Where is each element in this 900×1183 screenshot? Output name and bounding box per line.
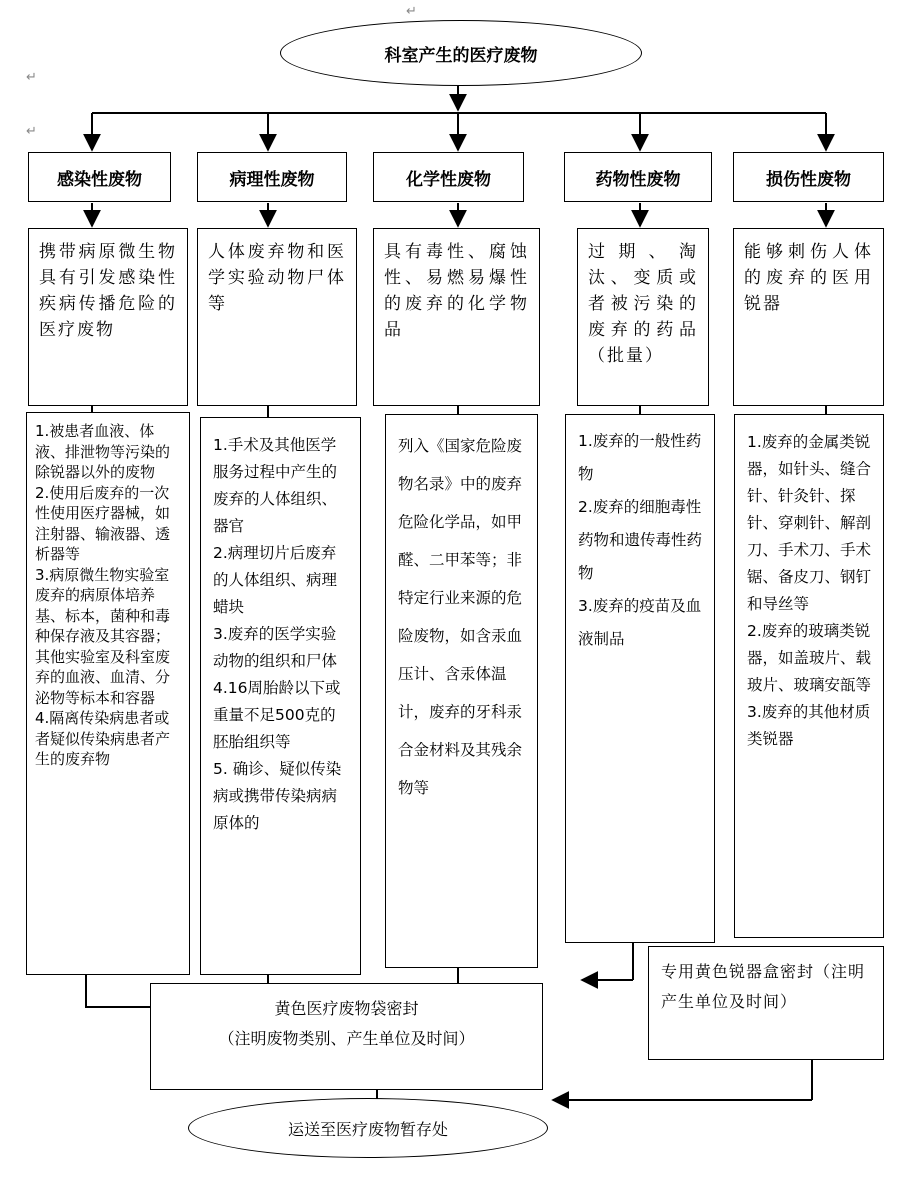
category-label: 化学性废物 xyxy=(406,169,491,190)
detail-item: 1.废弃的金属类锐器，如针头、缝合针、针灸针、探针、穿刺针、解剖刀、手术刀、手术锯、备皮刀、钢钉和导丝等 xyxy=(747,433,872,613)
yellow-bag-line1: 黄色医疗废物袋密封 xyxy=(274,999,419,1018)
detail-item: 2.废弃的细胞毒性药物和遗传毒性药物 xyxy=(578,498,703,582)
category-label: 损伤性废物 xyxy=(766,169,851,190)
destination-label: 运送至医疗废物暂存处 xyxy=(287,1119,448,1139)
detail-item: 3.病原微生物实验室废弃的病原体培养基、标本，菌种和毒种保存液及其容器；其他实验室及科室废弃的血液、血清、分泌物等标本和容器 xyxy=(35,565,171,707)
detail-item: 1.被患者血液、体液、排泄物等污染的除锐器以外的废物 xyxy=(35,422,171,481)
detail-item: 1.手术及其他医学服务过程中产生的废弃的人体组织、器官 xyxy=(213,436,338,535)
detail-item: 2.废弃的玻璃类锐器，如盖玻片、载玻片、玻璃安瓿等 xyxy=(747,622,872,694)
detail-item: 1.废弃的一般性药物 xyxy=(578,432,702,483)
details-sharps xyxy=(734,414,884,938)
definition-text: 携带病原微生物具有引发感染性疾病传播危险的医疗废物 xyxy=(39,242,177,340)
yellow-bag-line2: （注明废物类别、产生单位及时间） xyxy=(218,1029,475,1048)
details-infectious xyxy=(26,412,190,975)
category-label: 药物性废物 xyxy=(595,169,681,190)
root-label: 科室产生的医疗废物 xyxy=(384,45,538,66)
category-infectious xyxy=(28,152,171,202)
definition-sharps xyxy=(733,228,884,406)
detail-item: 3.废弃的疫苗及血液制品 xyxy=(578,597,702,648)
definition-text: 人体废弃物和医学实验动物尸体等 xyxy=(208,242,346,314)
paragraph-mark: ↵ xyxy=(26,70,37,85)
detail-item: 4.隔离传染病患者或者疑似传染病患者产生的废弃物 xyxy=(35,709,171,768)
detail-item: 2.病理切片后废弃的人体组织、病理蜡块 xyxy=(213,544,338,616)
detail-item: 3.废弃的医学实验动物的组织和尸体 xyxy=(213,625,338,670)
definition-text: 具有毒性、腐蚀性、易燃易爆性的废弃的化学物品 xyxy=(384,242,529,340)
detail-item: 5. 确诊、疑似传染病或携带传染病病原体的 xyxy=(213,760,342,832)
category-chemical xyxy=(373,152,524,202)
sharps-box xyxy=(648,946,884,1060)
detail-item: 2.使用后废弃的一次性使用医疗器械，如注射器、输液器、透析器等 xyxy=(35,483,171,563)
category-pathological xyxy=(197,152,347,202)
definition-pharmaceutical xyxy=(577,228,709,406)
paragraph-mark: ↵ xyxy=(26,124,37,139)
category-label: 病理性废物 xyxy=(229,169,315,190)
category-label: 感染性废物 xyxy=(57,169,142,190)
detail-item: 4.16周胎龄以下或重量不足500克的胚胎组织等 xyxy=(213,679,341,751)
definition-text: 能够刺伤人体的废弃的医用锐器 xyxy=(744,242,873,314)
detail-item: 列入《国家危险废物名录》中的废弃危险化学品，如甲醛、二甲苯等；非特定行业来源的危险废物，如含汞血压计、含汞体温计，废弃的牙科汞合金材料及其残余物等 xyxy=(398,437,523,797)
definition-pathological xyxy=(197,228,357,406)
destination-node xyxy=(188,1098,548,1158)
details-chemical xyxy=(385,414,538,968)
definition-text: 过期、淘汰、变质或者被污染的废弃的药品（批量） xyxy=(588,242,698,366)
yellow-bag-box xyxy=(150,983,543,1090)
details-pathological xyxy=(200,417,361,975)
paragraph-mark: ↵ xyxy=(406,4,417,19)
root-node xyxy=(280,20,642,86)
details-pharmaceutical xyxy=(565,414,715,943)
category-pharmaceutical xyxy=(564,152,712,202)
definition-infectious xyxy=(28,228,188,406)
category-sharps xyxy=(733,152,884,202)
sharps-box-text: 专用黄色锐器盒密封（注明产生单位及时间） xyxy=(661,962,866,1011)
detail-item: 3.废弃的其他材质类锐器 xyxy=(747,703,871,748)
definition-chemical xyxy=(373,228,540,406)
